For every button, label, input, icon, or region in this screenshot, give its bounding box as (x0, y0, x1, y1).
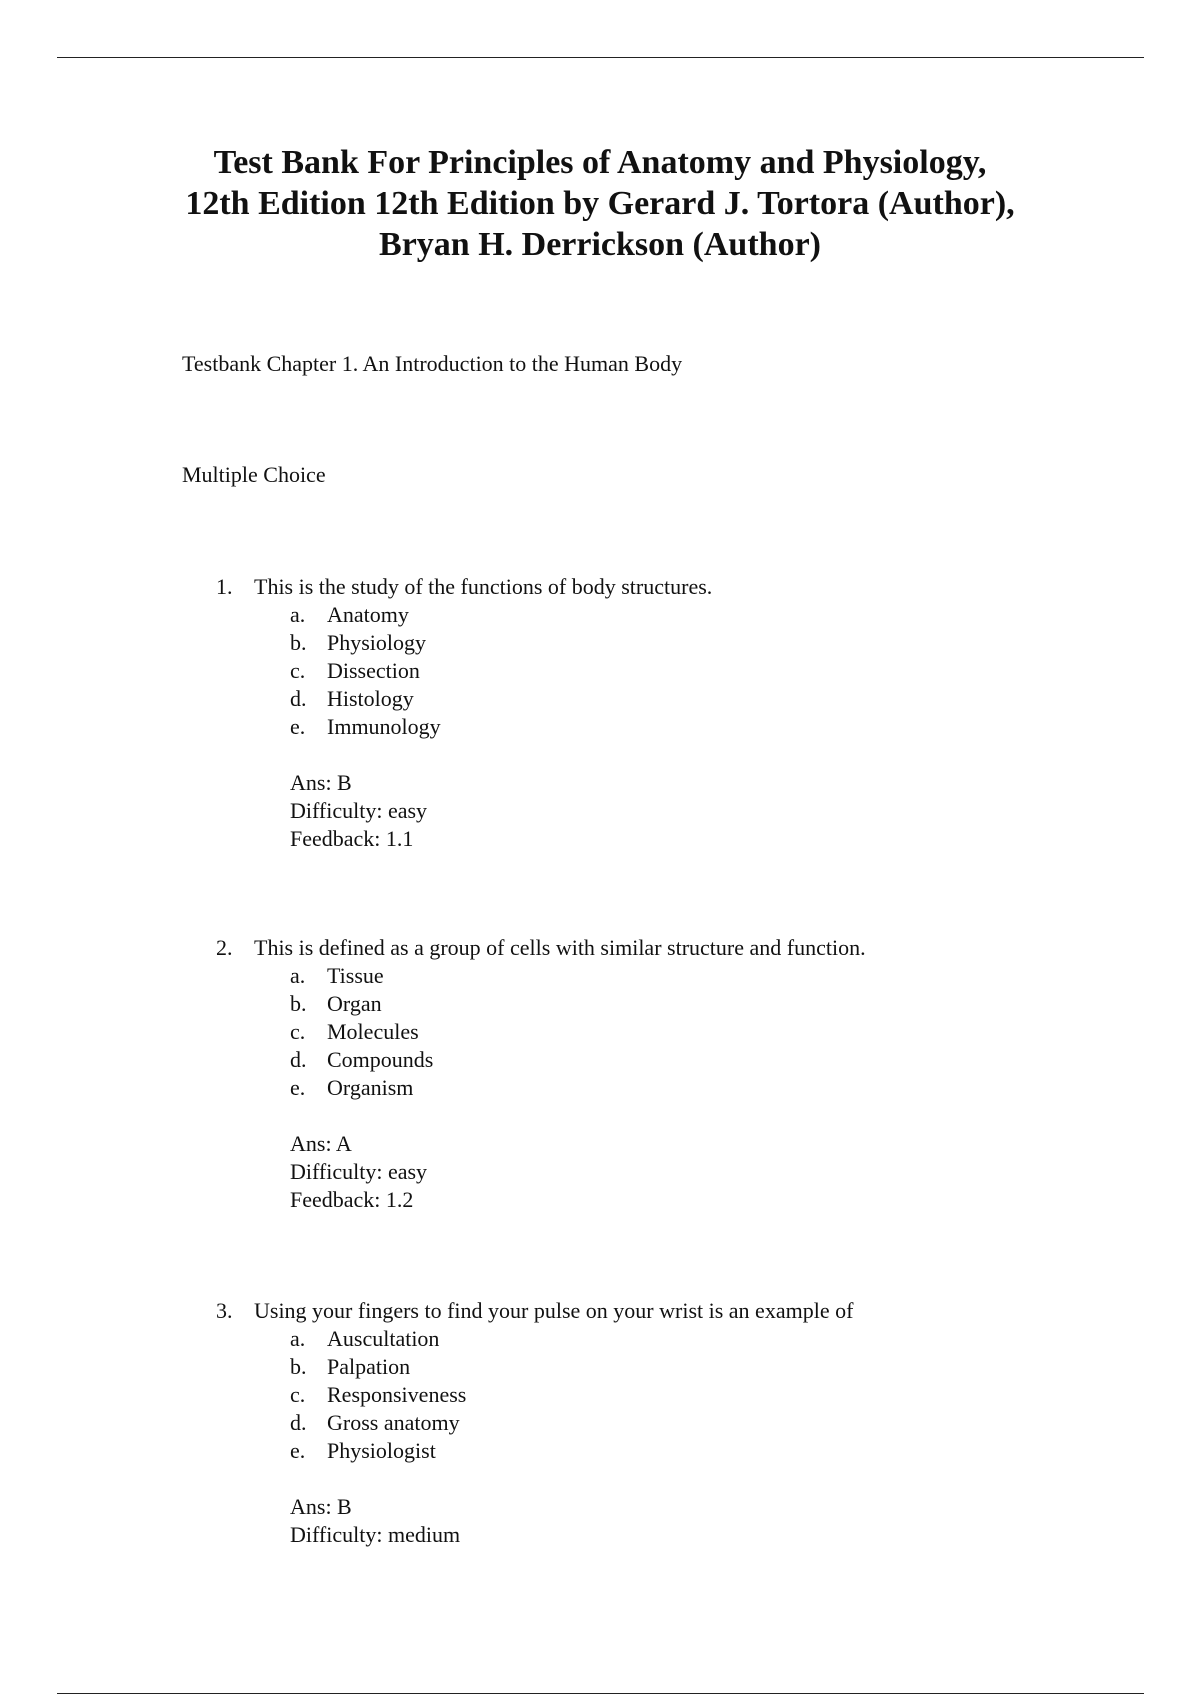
question-1 (216, 573, 1116, 853)
answer-option (216, 1381, 1116, 1409)
question-stem (216, 1297, 1116, 1325)
answer-option (216, 990, 1116, 1018)
option-letter: b. (290, 991, 307, 1016)
option-letter: e. (290, 1438, 306, 1463)
option-text: Physiologist (327, 1438, 436, 1463)
feedback-reference: Feedback: 1.2 (290, 1187, 414, 1212)
option-text: Histology (327, 686, 414, 711)
title-line: Test Bank For Principles of Anatomy and Physiology, (213, 144, 987, 181)
option-letter: c. (290, 658, 306, 683)
answer-key: Ans: A (290, 1131, 352, 1156)
chapter-heading: Testbank Chapter 1. An Introduction to the Human Body (182, 351, 683, 376)
answer-key: Ans: B (290, 770, 352, 795)
question-text: This is the study of the functions of body structures. (254, 574, 713, 599)
answer-option (216, 713, 1116, 741)
option-text: Anatomy (327, 602, 409, 627)
option-text: Responsiveness (327, 1382, 467, 1407)
answer-option (216, 629, 1116, 657)
answer-options (216, 601, 1116, 741)
question-stem (216, 573, 1116, 601)
answer-option (216, 962, 1116, 990)
answer-option (216, 601, 1116, 629)
title-line: Bryan H. Derrickson (Author) (379, 226, 821, 263)
option-text: Compounds (327, 1047, 434, 1072)
question-2 (216, 934, 1116, 1214)
difficulty-label: Difficulty: medium (290, 1522, 461, 1547)
option-text: Immunology (327, 714, 441, 739)
answer-options (216, 962, 1116, 1102)
option-text: Tissue (327, 963, 384, 988)
question-number: 1. (216, 574, 233, 599)
bottom-rule (57, 1693, 1144, 1694)
section-heading: Multiple Choice (182, 462, 326, 487)
option-text: Gross anatomy (327, 1410, 460, 1435)
answer-option (216, 657, 1116, 685)
option-letter: b. (290, 1354, 307, 1379)
question-meta (216, 1493, 1116, 1549)
option-letter: e. (290, 714, 306, 739)
difficulty-label: Difficulty: easy (290, 798, 428, 823)
option-text: Molecules (327, 1019, 419, 1044)
answer-option (216, 1325, 1116, 1353)
question-stem (216, 934, 1116, 962)
option-letter: c. (290, 1382, 306, 1407)
answer-option (216, 1353, 1116, 1381)
option-letter: d. (290, 1047, 307, 1072)
option-letter: c. (290, 1019, 306, 1044)
option-text: Palpation (327, 1354, 411, 1379)
question-meta (216, 769, 1116, 853)
answer-option (216, 685, 1116, 713)
difficulty-label: Difficulty: easy (290, 1159, 428, 1184)
option-letter: a. (290, 602, 306, 627)
option-text: Auscultation (327, 1326, 440, 1351)
question-meta (216, 1130, 1116, 1214)
question-number: 3. (216, 1298, 233, 1323)
option-letter: a. (290, 1326, 306, 1351)
option-text: Physiology (327, 630, 427, 655)
question-text: Using your fingers to find your pulse on your wrist is an example of (254, 1298, 854, 1323)
option-text: Organism (327, 1075, 414, 1100)
question-number: 2. (216, 935, 233, 960)
option-letter: b. (290, 630, 307, 655)
question-3 (216, 1297, 1116, 1549)
document-title (150, 142, 1050, 265)
option-letter: e. (290, 1075, 306, 1100)
option-text: Dissection (327, 658, 420, 683)
title-line: 12th Edition 12th Edition by Gerard J. Tortora (Author), (185, 185, 1015, 222)
answer-option (216, 1074, 1116, 1102)
option-letter: a. (290, 963, 306, 988)
answer-option (216, 1437, 1116, 1465)
option-text: Organ (327, 991, 382, 1016)
answer-option (216, 1046, 1116, 1074)
top-rule (57, 57, 1144, 58)
option-letter: d. (290, 686, 307, 711)
answer-key: Ans: B (290, 1494, 352, 1519)
option-letter: d. (290, 1410, 307, 1435)
question-text: This is defined as a group of cells with similar structure and function. (254, 935, 866, 960)
answer-option (216, 1018, 1116, 1046)
answer-option (216, 1409, 1116, 1437)
feedback-reference: Feedback: 1.1 (290, 826, 414, 851)
answer-options (216, 1325, 1116, 1465)
